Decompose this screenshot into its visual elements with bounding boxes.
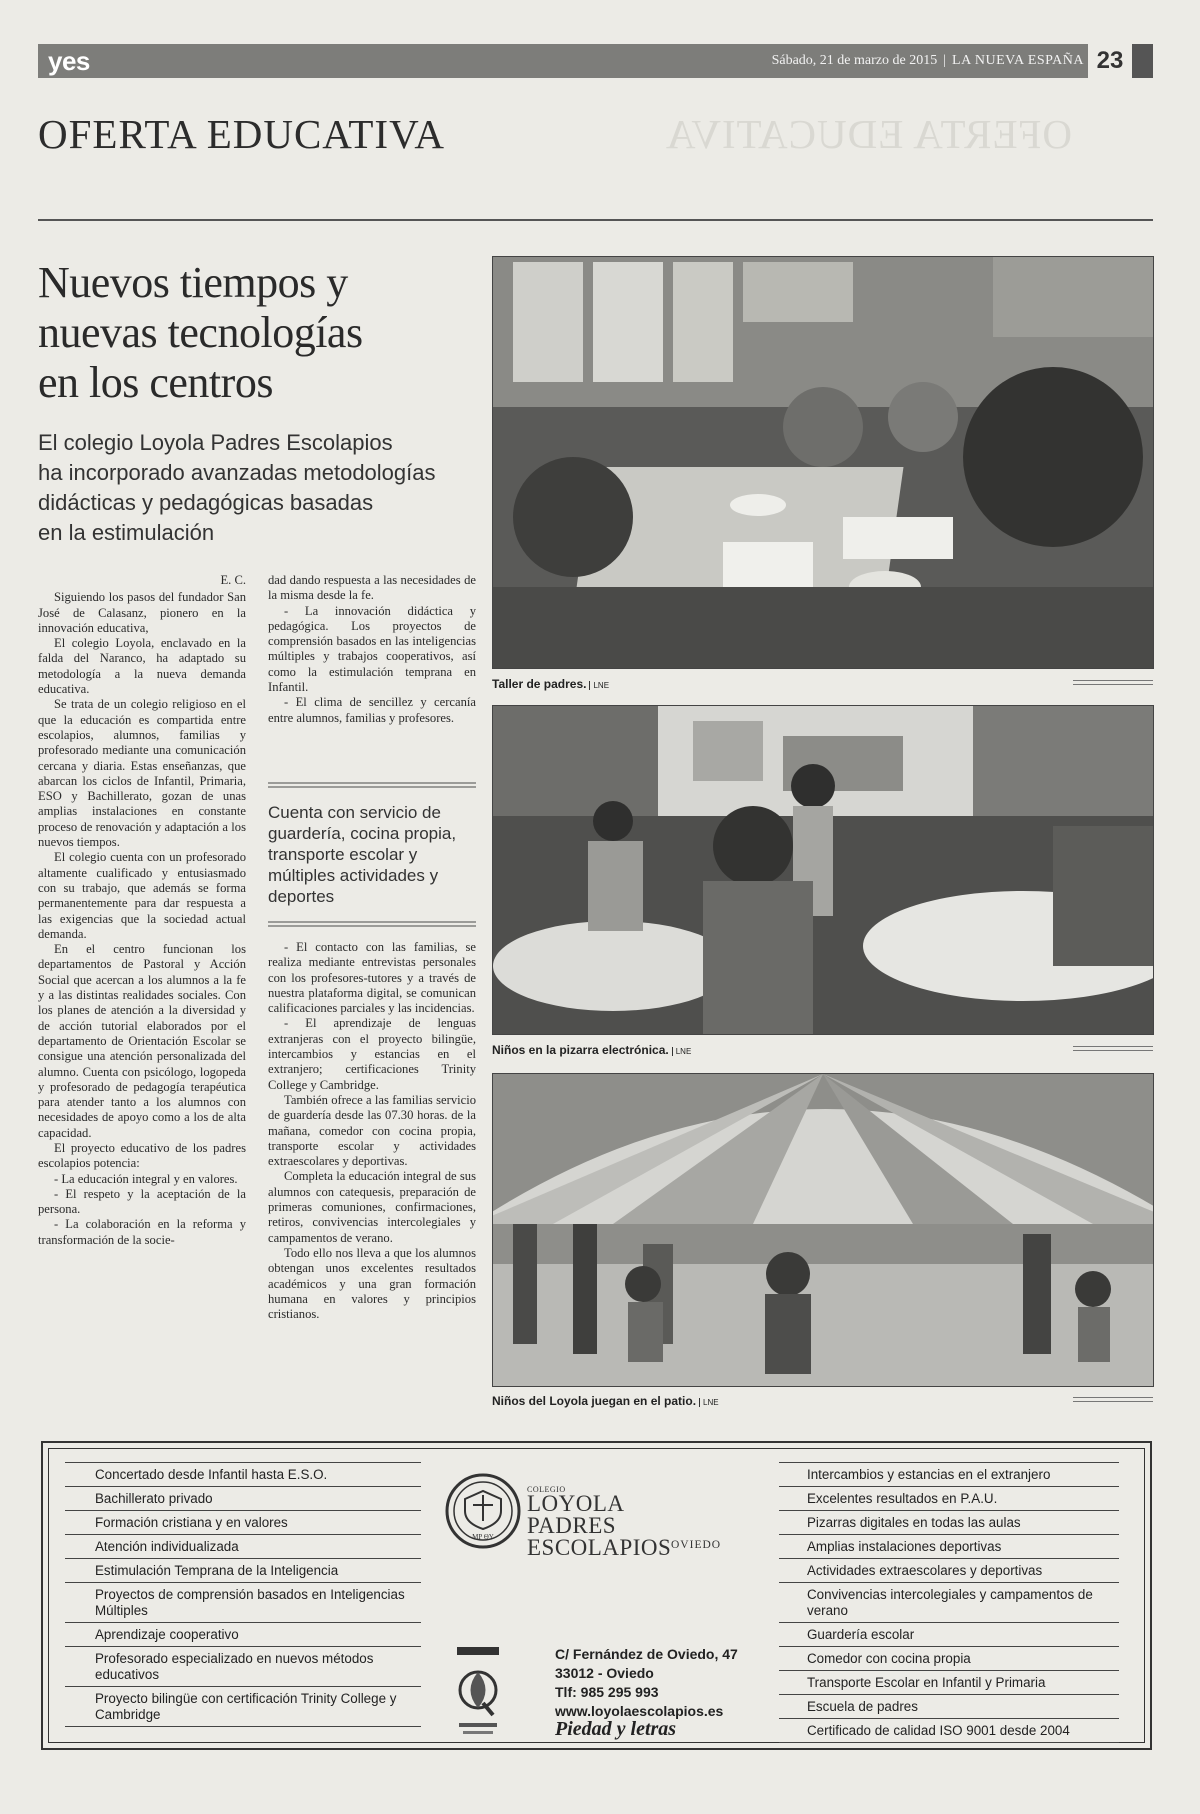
feature-item: Bachillerato privado bbox=[65, 1487, 421, 1511]
page-number: 23 bbox=[1088, 44, 1132, 78]
feature-item: Comedor con cocina propia bbox=[779, 1647, 1119, 1671]
address: C/ Fernández de Oviedo, 47 bbox=[555, 1646, 738, 1662]
feature-item: Amplias instalaciones deportivas bbox=[779, 1535, 1119, 1559]
paragraph: - La educación integral y en valores. bbox=[54, 1171, 238, 1186]
article-column-2 bbox=[268, 573, 476, 726]
feature-item: Aprendizaje cooperativo bbox=[65, 1623, 421, 1647]
headline-line: Nuevos tiempos y bbox=[38, 258, 348, 307]
subhead-line: en la estimulación bbox=[38, 520, 215, 545]
subhead-line: ha incorporado avanzadas metodologías bbox=[38, 460, 436, 485]
school-crest-icon bbox=[443, 1471, 523, 1551]
paragraph: - El contacto con las familias, se realiza mediante entrevistas personales con los profesores-tutores y a través de nuestra plataforma digital, se comunican calificaciones parciales y las incidencias. bbox=[268, 940, 476, 1016]
photo-caption bbox=[492, 1394, 719, 1408]
section-rule bbox=[38, 219, 1153, 221]
caption-text: Niños en la pizarra electrónica. bbox=[492, 1043, 669, 1057]
newspaper-name: LA NUEVA ESPAÑA bbox=[952, 53, 1084, 68]
article-column-2-continued bbox=[268, 940, 476, 1322]
paragraph: - El aprendizaje de lenguas extranjeras con el proyecto bilingüe, intercambios y estancias en el extranjero; certificaciones Trinity College y Cambridge. bbox=[268, 1016, 476, 1092]
paragraph: En el centro funcionan los departamentos de Pastoral y Acción Social que acercan a los alumnos a la fe y a las distintas realidades sociales. Con los planes de atención a la diversidad y de acción tutorial elaborados por el departamento de Orientación Escolar se consigue una atención personalizada del alumno. Cuenta con psicólogo, logopeda y profesorado de pedagogía terapéutica para atender tanto a los alumnos con necesidades de apoyo como a los de alta capacidad. bbox=[38, 942, 246, 1140]
paragraph: - La colaboración en la reforma y transformación de la socie- bbox=[38, 1217, 246, 1247]
paragraph: - El respeto y la aceptación de la persona. bbox=[38, 1186, 246, 1217]
feature-item: Convivencias intercolegiales y campamentos de verano bbox=[779, 1583, 1119, 1623]
photo-caption bbox=[492, 677, 609, 691]
paragraph: - El clima de sencillez y cercanía entre alumnos, familias y profesores. bbox=[268, 695, 476, 725]
school-name-line: PADRES ESCOLAPIOS bbox=[527, 1513, 672, 1560]
article-column-1 bbox=[38, 573, 246, 1248]
feature-item: Transporte Escolar en Infantil y Primaria bbox=[779, 1671, 1119, 1695]
photo-credit: LNE bbox=[699, 1398, 719, 1407]
school-advertisement bbox=[41, 1441, 1152, 1750]
feature-item: Proyectos de comprensión basados en Inteligencias Múltiples bbox=[65, 1583, 421, 1623]
phone: Tlf: 985 295 993 bbox=[555, 1684, 659, 1700]
dateline-separator: | bbox=[943, 53, 947, 68]
headline-line: en los centros bbox=[38, 358, 273, 407]
photo-digital-whiteboard bbox=[492, 705, 1154, 1035]
paragraph: Se trata de un colegio religioso en el que la educación es compartida entre escolapios, alumnos, familias y profesorado mediante una comunicación cercana y diaria. Estas enseñanzas, que abarcan los ciclos de Infantil, Primaria, ESO y Bachillerato, gozan de unas amplias instalaciones en constante proceso de renovación y adaptación a los nuevos tiempos. bbox=[38, 697, 246, 850]
feature-item: Formación cristiana y en valores bbox=[65, 1511, 421, 1535]
paragraph: - La innovación didáctica y pedagógica. Los proyectos de comprensión basados en las inteligencias múltiples y trabajos cooperativos, así como la estimulación temprana en Infantil. bbox=[268, 603, 476, 695]
paragraph: El colegio cuenta con un profesorado altamente cualificado y entusiasmado con su trabajo, que además se forma permanentemente para dar respuesta a las exigencias que la sociedad actual demanda. bbox=[38, 850, 246, 941]
section-tag: yes bbox=[48, 46, 90, 76]
paragraph: También ofrece a las familias servicio de guardería desde las 07.30 horas. de la mañana, comedor con cocina propia, transporte escolar y actividades extraescolares y deportivas. bbox=[268, 1092, 476, 1169]
photo-parents-workshop bbox=[492, 256, 1154, 669]
photo-caption bbox=[492, 1043, 691, 1057]
school-kicker: colegio bbox=[527, 1481, 566, 1495]
subhead-line: didácticas y pedagógicas basadas bbox=[38, 490, 374, 515]
feature-item: Certificado de calidad ISO 9001 desde 2004 bbox=[779, 1719, 1119, 1743]
features-list-right bbox=[779, 1462, 1119, 1743]
photo-playground-parachute bbox=[492, 1073, 1154, 1387]
feature-item: Intercambios y estancias en el extranjero bbox=[779, 1462, 1119, 1487]
pull-quote-text: Cuenta con servicio de guardería, cocina propia, transporte escolar y múltiples actividades y deportes bbox=[268, 803, 457, 906]
section-title: OFERTA EDUCATIVA bbox=[38, 111, 446, 157]
school-name-line: LOYOLA bbox=[527, 1491, 625, 1516]
photo-credit: LNE bbox=[589, 681, 609, 690]
feature-item: Pizarras digitales en todas las aulas bbox=[779, 1511, 1119, 1535]
postal-code: 33012 - Oviedo bbox=[555, 1665, 654, 1681]
feature-item: Guardería escolar bbox=[779, 1623, 1119, 1647]
pull-quote-rule bbox=[268, 921, 476, 927]
paragraph: Siguiendo los pasos del fundador San José de Calasanz, pionero en la innovación educativa, bbox=[38, 590, 246, 635]
byline: E. C. bbox=[220, 573, 246, 587]
dateline bbox=[772, 44, 1084, 78]
headline bbox=[38, 258, 478, 408]
feature-item: Escuela de padres bbox=[779, 1695, 1119, 1719]
school-city: OVIEDO bbox=[671, 1539, 722, 1551]
caption-rule bbox=[1073, 680, 1153, 685]
paragraph: El proyecto educativo de los padres escolapios potencia: bbox=[38, 1140, 246, 1171]
paragraph: dad dando respuesta a las necesidades de la misma desde la fe. bbox=[268, 573, 476, 603]
feature-item: Estimulación Temprana de la Inteligencia bbox=[65, 1559, 421, 1583]
feature-item: Concertado desde Infantil hasta E.S.O. bbox=[65, 1462, 421, 1487]
feature-item: Atención individualizada bbox=[65, 1535, 421, 1559]
show-through-title: OFERTA EDUCATIVA bbox=[665, 111, 1073, 157]
feature-item: Proyecto bilingüe con certificación Trinity College y Cambridge bbox=[65, 1687, 421, 1727]
issue-date: Sábado, 21 de marzo de 2015 bbox=[771, 53, 938, 68]
caption-text: Niños del Loyola juegan en el patio. bbox=[492, 1394, 697, 1408]
features-list-left bbox=[65, 1462, 421, 1727]
feature-item: Excelentes resultados en P.A.U. bbox=[779, 1487, 1119, 1511]
photo-credit: LNE bbox=[672, 1047, 692, 1056]
subheadline bbox=[38, 428, 478, 548]
website: www.loyolaescolapios.es bbox=[555, 1703, 724, 1719]
crest-text: MP ΘY bbox=[472, 1533, 494, 1541]
feature-item: Profesorado especializado en nuevos métodos educativos bbox=[65, 1647, 421, 1687]
paragraph: El colegio Loyola, enclavado en la falda del Naranco, ha adaptado su metodología a la nueva demanda educativa. bbox=[38, 636, 246, 697]
feature-item: Actividades extraescolares y deportivas bbox=[779, 1559, 1119, 1583]
subhead-line: El colegio Loyola Padres Escolapios bbox=[38, 430, 393, 455]
pull-quote bbox=[268, 782, 476, 927]
caption-text: Taller de padres. bbox=[492, 677, 587, 691]
paragraph: Todo ello nos lleva a que los alumnos obtengan unos excelentes resultados académicos y una gran formación humana en valores y principios cristianos. bbox=[268, 1245, 476, 1322]
paragraph: Completa la educación integral de sus alumnos con catequesis, preparación de primeras comuniones, confirmaciones, retiros, convivencias intercolegiales y campamentos de verano. bbox=[268, 1169, 476, 1245]
motto: Piedad y letras bbox=[555, 1718, 677, 1740]
header-edge bbox=[1132, 44, 1153, 78]
caption-rule bbox=[1073, 1046, 1153, 1051]
caption-rule bbox=[1073, 1397, 1153, 1402]
contact-info bbox=[555, 1645, 738, 1721]
iso-certification-icon bbox=[453, 1645, 503, 1745]
headline-line: nuevas tecnologías bbox=[38, 308, 363, 357]
school-name bbox=[527, 1493, 763, 1559]
